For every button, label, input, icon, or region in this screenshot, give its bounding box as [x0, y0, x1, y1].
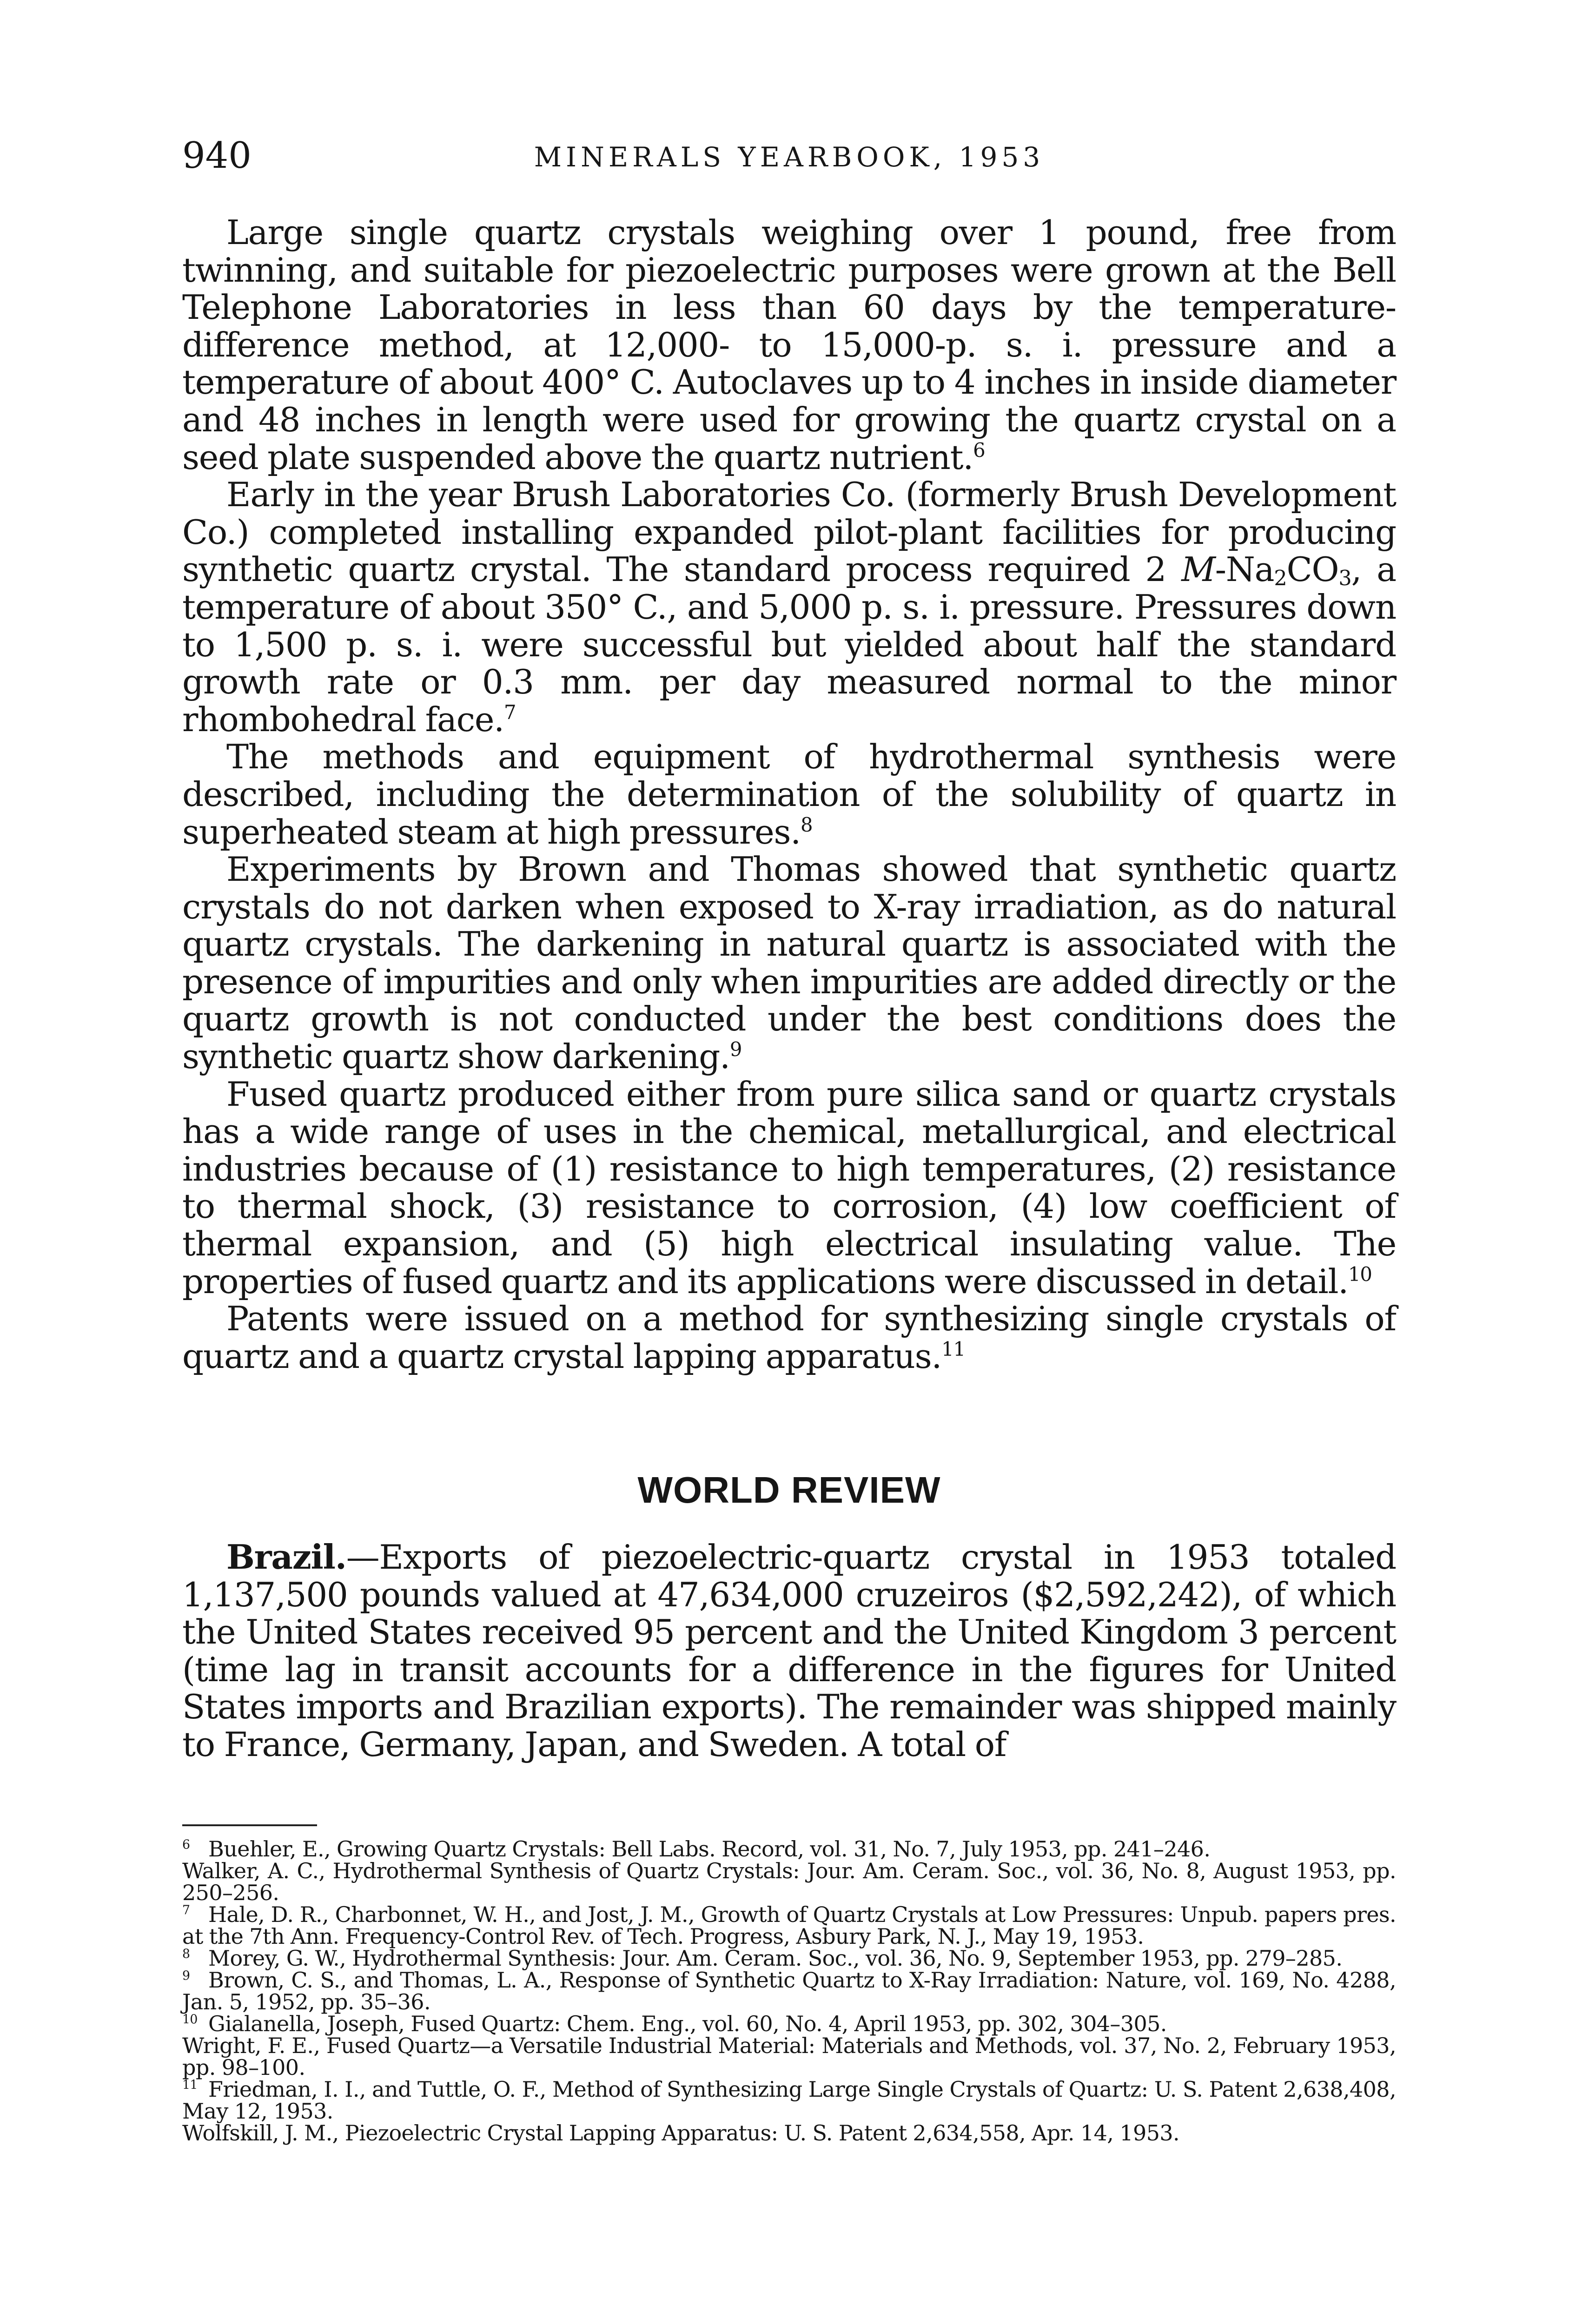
footnote: $^8$ Morey, G. W., Hydrothermal Synthesis: Jour. Am. Ceram. Soc., vol. 36, No. 9, September 1953, pp. 279–285.	[182, 1946, 1343, 1971]
paragraph-hydrothermal-synthesis: The methods and equipment of hydrothermal synthesis were described, including the determination of the solubility of quartz in superheated steam at high pressures.$^8$	[182, 737, 1396, 852]
footnote: Wolfskill, J. M., Piezoelectric Crystal Lapping Apparatus: U. S. Patent 2,634,558, Apr. 14, 1953.	[182, 2120, 1180, 2146]
paragraph-brazil: Brazil.—Exports of piezoelectric-quartz crystal in 1953 totaled 1,137,500 pounds valued at 47,634,000 cruzeiros ($2,592,242), of which the United States received 95 percent and the United Kingdom 3 percent (time lag in transit accounts for a difference in the figures for United States imports and Brazilian exports). The remainder was shipped mainly to France, Germany, Japan, and Sweden. A total of	[182, 1537, 1396, 1764]
paragraph-x-ray-experiments: Experiments by Brown and Thomas showed that synthetic quartz crystals do not darken when exposed to X-ray irradiation, as do natural quartz crystals. The darkening in natural quartz is associated with the presence of impurities and only when impurities are added directly or the quartz growth is not conducted under the best conditions does the synthetic quartz show darkening.$^9$	[182, 850, 1396, 1076]
running-title: MINERALS YEARBOOK, 1953	[534, 141, 1045, 173]
body-text	[182, 214, 1396, 1375]
page-number: 940	[182, 135, 252, 177]
paragraph-brush-laboratories: Early in the year Brush Laboratories Co. (formerly Brush Development Co.) completed installing expanded pilot-plant facilities for producing synthetic quartz crystal. The standard process required 2 $M-Na_2CO_3$, a temperature of about 350° C., and 5,000 p. s. i. pressure. Pressures down to 1,500 p. s. i. were successful but yielded about half the standard growth rate or 0.3 mm. per day measured normal to the minor rhombohedral face.$^7$	[182, 475, 1396, 739]
running-head	[182, 135, 1396, 186]
footnote: $^9$ Brown, C. S., and Thomas, L. A., Response of Synthetic Quartz to X-Ray Irradiation: Nature, vol. 169, No. 4288, Jan. 5, 1952, pp. 35–36.	[182, 1967, 1396, 2014]
country-lead: Brazil.	[226, 1537, 346, 1577]
footnote: $^6$ Buehler, E., Growing Quartz Crystals: Bell Labs. Record, vol. 31, No. 7, July 1953, pp. 241–246.	[182, 1836, 1211, 1862]
footnote-ref: 11	[941, 1337, 965, 1360]
section-heading: WORLD REVIEW	[637, 1469, 941, 1511]
footnote-ref: 7	[503, 700, 516, 724]
footnote: Walker, A. C., Hydrothermal Synthesis of Quartz Crystals: Jour. Am. Ceram. Soc., vol. 36, No. 8, August 1953, pp. 250–256.	[182, 1858, 1396, 1905]
paragraph-fused-quartz: Fused quartz produced either from pure silica sand or quartz crystals has a wide range of uses in the chemical, metallurgical, and electrical industries because of (1) resistance to high temperatures, (2) resistance to thermal shock, (3) resistance to corrosion, (4) low coefficient of thermal expansion, and (5) high electrical insulating value. The properties of fused quartz and its applications were discussed in detail.$^{10}$	[182, 1074, 1396, 1301]
footnote-ref: 8	[800, 813, 813, 836]
paragraph-large-crystals: Large single quartz crystals weighing over 1 pound, free from twinning, and suitable for piezoelectric purposes were grown at the Bell Telephone Laboratories in less than 60 days by the temperature-difference method, at 12,000- to 15,000-p. s. i. pressure and a temperature of about 400° C. Autoclaves up to 4 inches in inside diameter and 48 inches in length were used for growing the quartz crystal on a seed plate suspended above the quartz nutrient.$^6$	[182, 213, 1396, 477]
footnote-ref: 9	[729, 1038, 742, 1061]
footnote: Wright, F. E., Fused Quartz—a Versatile Industrial Material: Materials and Methods, vol. 37, No. 2, February 1953, pp. 98–100.	[182, 2033, 1396, 2080]
footnote-divider	[182, 1824, 317, 1826]
footnotes	[182, 1838, 1396, 2144]
footnote: $^7$ Hale, D. R., Charbonnet, W. H., and Jost, J. M., Growth of Quartz Crystals at Low Pressures: Unpub. papers pres. at the 7th Ann. Frequency-Control Rev. of Tech. Progress, Asbury Park, N. J., May 19, 1953.	[182, 1902, 1396, 1949]
footnote: $^{10}$ Gialanella, Joseph, Fused Quartz: Chem. Eng., vol. 60, No. 4, April 1953, pp. 302, 304–305.	[182, 2011, 1167, 2036]
footnote-ref: 6	[973, 438, 985, 462]
footnote-ref: 10	[1348, 1262, 1372, 1286]
world-review-text	[182, 1538, 1396, 1763]
paragraph-patents: Patents were issued on a method for synthesizing single crystals of quartz and a quartz crystal lapping apparatus.$^{11}$	[182, 1299, 1396, 1376]
footnote: $^{11}$ Friedman, I. I., and Tuttle, O. F., Method of Synthesizing Large Single Crystals of Quartz: U. S. Patent 2,638,408, May 12, 1953.	[182, 2077, 1396, 2124]
